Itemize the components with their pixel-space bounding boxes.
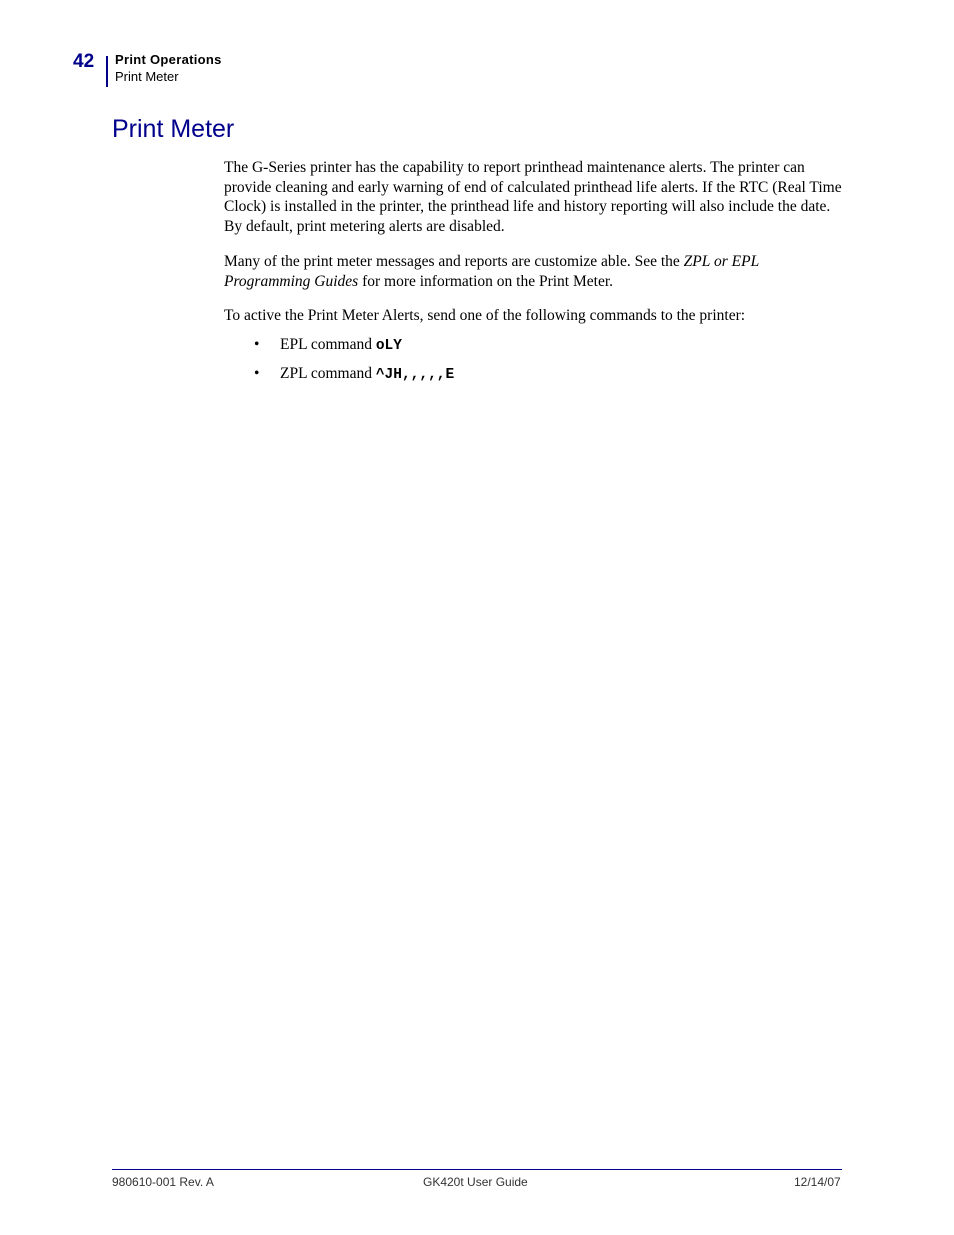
paragraph-customize-start: Many of the print meter messages and reports are customize able. See the [224, 252, 684, 270]
footer-part-number: 980610-001 Rev. A [112, 1175, 214, 1189]
header-divider [106, 56, 108, 87]
footer-document-title: GK420t User Guide [423, 1175, 528, 1189]
footer-date: 12/14/07 [794, 1175, 841, 1189]
command-list [224, 335, 844, 393]
command-label: ZPL command [280, 364, 376, 382]
command-label: EPL command [280, 335, 376, 353]
header-subsection-title: Print Meter [115, 69, 179, 84]
paragraph-customize [224, 252, 844, 291]
footer-divider [112, 1169, 842, 1170]
page-number: 42 [73, 51, 95, 72]
section-title: Print Meter [112, 115, 235, 143]
list-item-epl-command [224, 335, 844, 364]
programming-guides-reference: ZPL or EPL Programming Guides [224, 252, 759, 290]
paragraph-customize-end: for more information on the Print Meter. [358, 272, 614, 290]
list-item-zpl-command [224, 364, 844, 393]
paragraph-activate: To active the Print Meter Alerts, send one of the following commands to the printer: [224, 307, 746, 325]
zpl-command-code: ^JH,,,,,E [375, 366, 455, 383]
body-text [224, 158, 844, 393]
epl-command-code: oLY [375, 337, 402, 354]
bullet-icon: • [254, 335, 260, 353]
bullet-icon: • [254, 364, 260, 382]
header-section-title: Print Operations [115, 52, 222, 67]
paragraph-intro: The G-Series printer has the capability to report printhead maintenance alerts. The printer can provide cleaning and early warning of end of calculated printhead life alerts. If the RTC (Real Time Clock) is installed in the printer, the printhead life and history reporting will also include the date. By default, print metering alerts are disabled. [224, 159, 842, 236]
